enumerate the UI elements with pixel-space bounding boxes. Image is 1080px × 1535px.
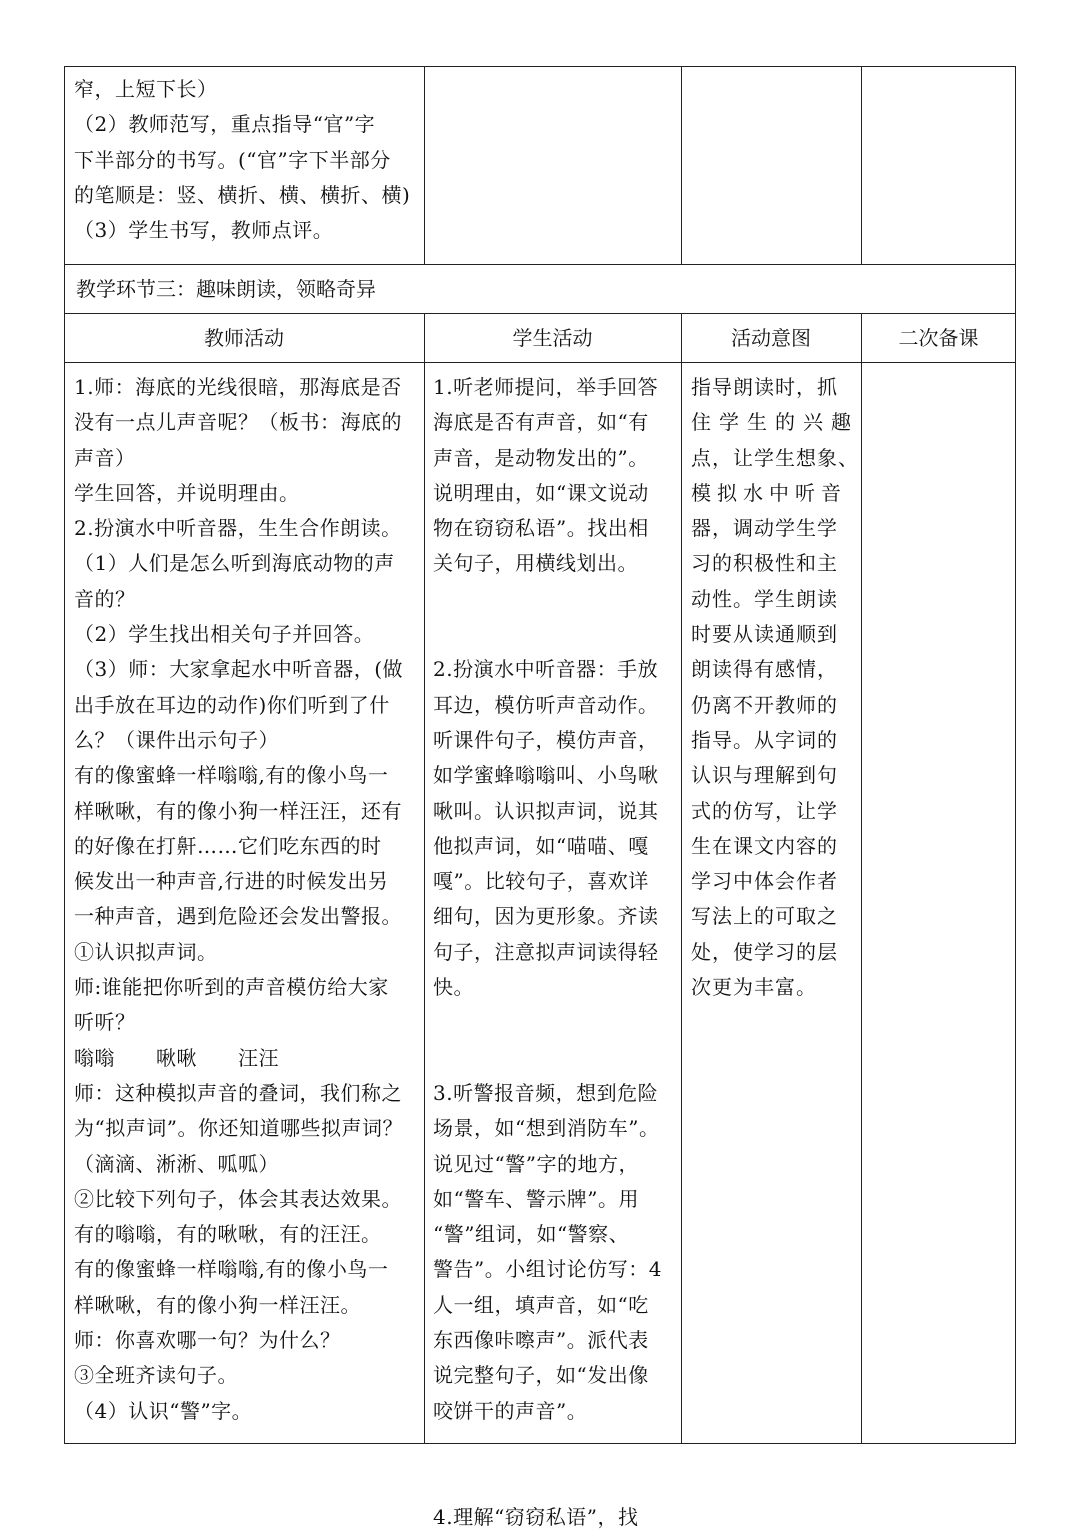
header-activity-intent: 活动意图 (731, 326, 811, 350)
text-line: 处，使学习的层 (691, 939, 838, 964)
text-line: ①认识拟声词。 (74, 939, 218, 964)
text-line: （2）学生找出相关句子并回答。 (74, 622, 375, 647)
text-line: 嗡嗡 啾啾 汪汪 (74, 1045, 279, 1070)
header-student-activity: 学生活动 (512, 326, 593, 350)
text-line: （3）师：大家拿起水中听音器，(做 (74, 657, 404, 682)
text-line: 海底是否有声音，如“有 (433, 410, 649, 435)
col-divider-1-top (424, 66, 425, 264)
text-line: 一种声音，遇到危险还会发出警报。 (74, 904, 402, 929)
col-divider-2 (681, 313, 682, 1444)
text-line: “警”组词，如“警察、 (433, 1222, 630, 1247)
activity-intent-cell (691, 370, 859, 1005)
text-line: 下半部分的书写。(“官”字下半部分 (74, 147, 391, 172)
col-divider-1 (424, 313, 425, 1444)
text-line: 句子，注意拟声词读得轻 (433, 939, 659, 964)
text-line: 样啾啾，有的像小狗一样汪汪。 (74, 1292, 361, 1317)
col-divider-2-top (681, 66, 682, 264)
text-line: 学生回答，并说明理由。 (74, 480, 300, 505)
text-line: 次更为丰富。 (691, 975, 817, 1000)
text-line: 么？（课件出示句子） (74, 727, 279, 752)
text-line: 3.听警报音频，想到危险 (433, 1080, 659, 1105)
text-line: 仍离不开教师的 (691, 692, 838, 717)
text-line: 学习中体会作者 (691, 869, 838, 894)
text-line: 关句子，用横线划出。 (433, 551, 638, 576)
section-title: 教学环节三：趣味朗读，领略奇异 (76, 277, 376, 301)
text-line: 说明理由，如“课文说动 (433, 480, 649, 505)
text-line: 指导。从字词的 (691, 727, 838, 752)
text-line: 如学蜜蜂嗡嗡叫、小鸟啾 (433, 763, 659, 788)
teacher-activity-cell (74, 370, 422, 1429)
text-line: 动性。学生朗读 (691, 586, 838, 611)
text-line: 模拟水中听音 (691, 480, 847, 505)
text-line: 快。 (433, 975, 474, 1000)
text-line (433, 1041, 679, 1076)
student-activity-cell (433, 370, 679, 1535)
second-preparation-cell[interactable] (863, 364, 1014, 1442)
text-line: 听听？ (74, 1010, 136, 1035)
text-line: （3）学生书写，教师点评。 (74, 218, 334, 243)
text-line: 指导朗读时，抓 (691, 375, 838, 399)
header-second-preparation: 二次备课 (898, 326, 979, 350)
text-line: 耳边，模仿听声音动作。 (433, 692, 659, 717)
text-line (433, 617, 679, 652)
text-line: （1）人们是怎么听到海底动物的声 (74, 551, 395, 576)
text-line: 场景，如“想到消防车”。 (433, 1116, 660, 1141)
text-line: 器，调动学生学 (691, 516, 838, 541)
text-line: 说见过“警”字的地方， (433, 1151, 639, 1176)
text-line: 1.师：海底的光线很暗，那海底是否 (74, 375, 402, 399)
text-line: 师：你喜欢哪一句？为什么？ (74, 1328, 341, 1353)
top-row-teacher-cell (74, 72, 420, 248)
text-line: 为“拟声词”。你还知道哪些拟声词？ (74, 1116, 403, 1141)
text-line: 时要从读通顺到 (691, 622, 838, 647)
text-line (433, 582, 679, 617)
text-line: 有的像蜜蜂一样嗡嗡,有的像小鸟一 (74, 1257, 389, 1282)
text-line: 音的？ (74, 586, 136, 611)
text-line: 出手放在耳边的动作)你们听到了什 (74, 692, 390, 717)
text-line (433, 1005, 679, 1040)
text-line: 2.扮演水中听音器：手放 (433, 657, 659, 682)
row-divider-header (64, 362, 1016, 363)
text-line: 朗读得有感情， (691, 657, 838, 682)
text-line: 如“警车、警示牌”。用 (433, 1186, 639, 1211)
text-line: 生在课文内容的 (691, 833, 838, 858)
text-line: 有的嗡嗡，有的啾啾，有的汪汪。 (74, 1222, 382, 1247)
text-line: 他拟声词，如“喵喵、嘎 (433, 833, 649, 858)
text-line: 的笔顺是：竖、横折、横、横折、横) (74, 182, 411, 207)
text-line: 咬饼干的声音”。 (433, 1398, 588, 1423)
text-line: 样啾啾，有的像小狗一样汪汪，还有 (74, 798, 402, 823)
text-line: 点，让学生想象、 (691, 445, 859, 470)
text-line: 警告”。小组讨论仿写：4 (433, 1257, 662, 1282)
text-line: （4）认识“警”字。 (74, 1398, 253, 1423)
text-line: 东西像咔嚓声”。派代表 (433, 1328, 649, 1353)
text-line (433, 1429, 679, 1464)
text-line: 式的仿写，让学 (691, 798, 838, 823)
text-line: 的好像在打鼾……它们吃东西的时 (74, 833, 382, 858)
text-line: 2.扮演水中听音器，生生合作朗读。 (74, 516, 402, 541)
text-line: 1.听老师提问，举手回答 (433, 375, 659, 399)
text-line: 人一组，填声音，如“吃 (433, 1292, 649, 1317)
text-line: 物在窃窃私语”。找出相 (433, 516, 649, 541)
text-line: 听课件句子，模仿声音， (433, 727, 659, 752)
header-teacher-activity: 教师活动 (204, 326, 284, 350)
text-line: 有的像蜜蜂一样嗡嗡,有的像小鸟一 (74, 763, 389, 788)
text-line (433, 1464, 679, 1499)
text-line: 声音） (74, 445, 136, 470)
col-divider-3-top (861, 66, 862, 264)
text-line: 认识与理解到句 (691, 763, 838, 788)
text-line: 习的积极性和主 (691, 551, 838, 576)
text-line: 住学生的兴趣 (691, 410, 859, 435)
text-line: 啾叫。认识拟声词，说其 (433, 798, 659, 823)
text-line: 师：这种模拟声音的叠词，我们称之 (74, 1080, 402, 1105)
text-line: 细句，因为更形象。齐读 (433, 904, 659, 929)
text-line: 窄，上短下长） (74, 77, 218, 101)
text-line: （滴滴、淅淅、呱呱） (74, 1151, 279, 1176)
text-line: （2）教师范写，重点指导“官”字 (74, 112, 376, 137)
text-line: 声音，是动物发出的”。 (433, 445, 649, 470)
text-line: 候发出一种声音,行进的时候发出另 (74, 869, 389, 894)
text-line: 师:谁能把你听到的声音模仿给大家 (74, 975, 389, 1000)
text-line: 4.理解“窃窃私语”，找 (433, 1504, 639, 1529)
text-line: 没有一点儿声音呢？（板书：海底的 (74, 410, 402, 435)
text-line: ②比较下列句子，体会其表达效果。 (74, 1186, 402, 1211)
text-line: 写法上的可取之 (691, 904, 838, 929)
text-line: ③全班齐读句子。 (74, 1363, 238, 1388)
text-line: 说完整句子，如“发出像 (433, 1363, 649, 1388)
col-divider-3 (861, 313, 862, 1444)
text-line: 嘎”。比较句子，喜欢详 (433, 869, 649, 894)
